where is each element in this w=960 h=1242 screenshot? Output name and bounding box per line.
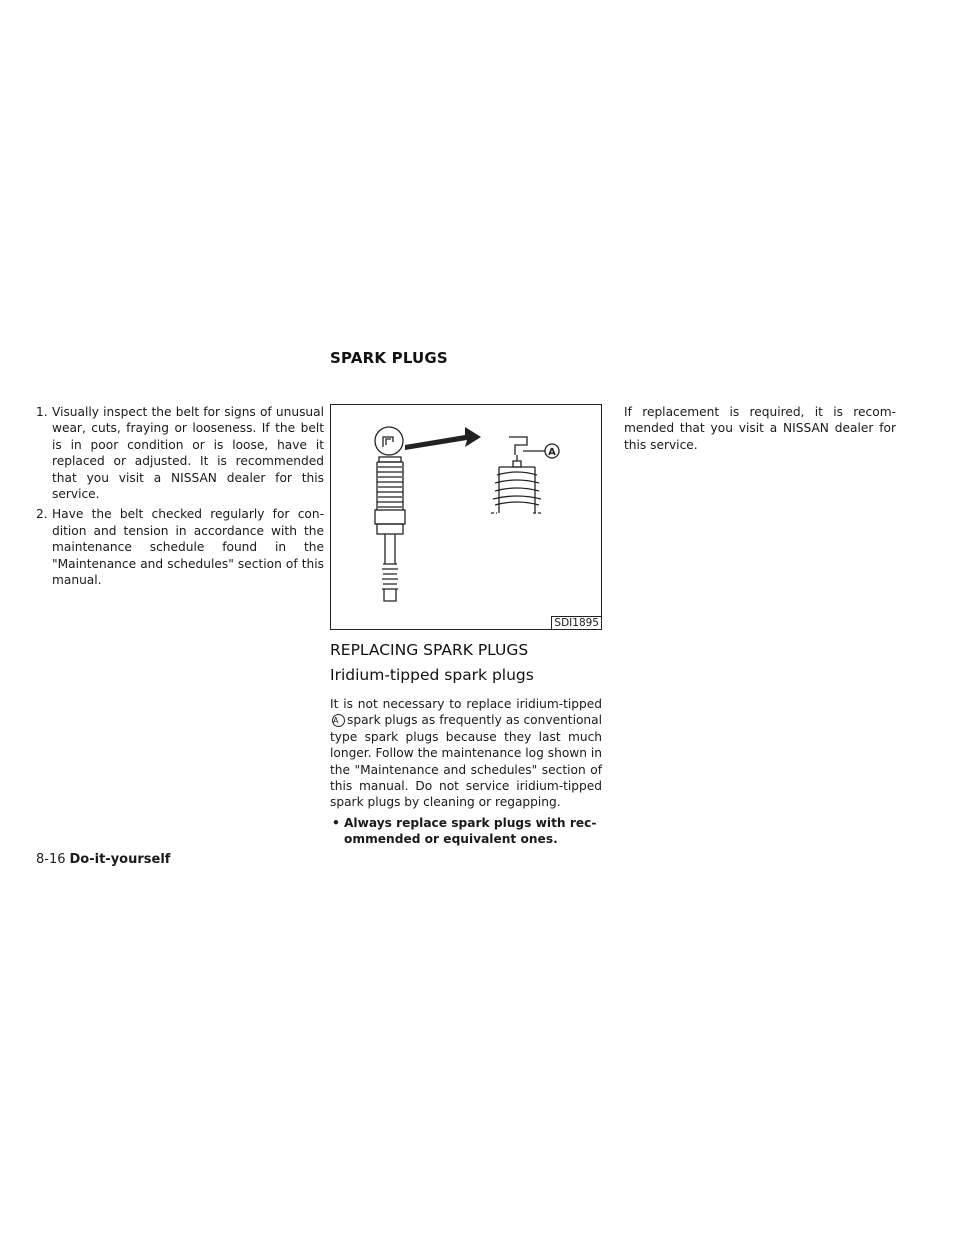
paragraph-text-a: It is not necessary to replace iridium-tipped xyxy=(330,697,602,711)
spark-plug-figure xyxy=(330,404,602,630)
paragraph-text-b: spark plugs as frequently as conventional type spark plugs because they last much longer. Follow the maintenance log shown in the "Maintenance and schedules" section of this manual. Do not service iridium-tipped spark plugs by cleaning or regapping. xyxy=(330,713,602,810)
page-number: 8-16 xyxy=(36,852,66,867)
list-number: 1. xyxy=(36,405,48,419)
section-title: SPARK PLUGS xyxy=(330,349,448,367)
right-column xyxy=(624,404,896,453)
ground-electrode xyxy=(509,437,527,455)
list-item-1 xyxy=(36,404,324,502)
list-item-text: Have the belt checked regularly for condition and tension in accordance with the maintenance schedule found in the "Maintenance and schedules" section of this manual. xyxy=(52,507,324,588)
chapter-title: Do-it-yourself xyxy=(69,852,171,867)
left-column xyxy=(36,404,324,592)
bullet-text: Always replace spark plugs with recommended or equivalent ones. xyxy=(344,815,597,847)
middle-column xyxy=(330,404,602,848)
figure-code: SDI1895 xyxy=(551,616,601,629)
callout-label-a: A xyxy=(548,447,556,458)
list-number: 2. xyxy=(36,507,48,522)
bullet-icon: • xyxy=(332,815,340,830)
subheading-iridium: Iridium-tipped spark plugs xyxy=(330,666,534,684)
bullet-item xyxy=(330,815,602,848)
electrode-detail xyxy=(383,437,393,447)
tip-magnifier-circle xyxy=(375,427,403,455)
arrow-icon xyxy=(405,427,481,450)
body-paragraph xyxy=(330,696,602,811)
page-footer xyxy=(36,851,170,869)
subheading-replacing: REPLACING SPARK PLUGS xyxy=(330,641,529,659)
list-item-2 xyxy=(36,506,324,588)
list-item-text: Visually inspect the belt for signs of unusual wear, cuts, fraying or looseness. If the belt is in poor condition or is loose, have it replaced or adjusted. It is recommended that you visit a NISSAN dealer for this service. xyxy=(52,405,324,502)
right-paragraph: If replacement is required, it is recommended that you visit a NISSAN dealer for this service. xyxy=(624,405,896,452)
spark-plug-illustration xyxy=(331,405,601,629)
callout-a-icon: A xyxy=(332,714,345,727)
